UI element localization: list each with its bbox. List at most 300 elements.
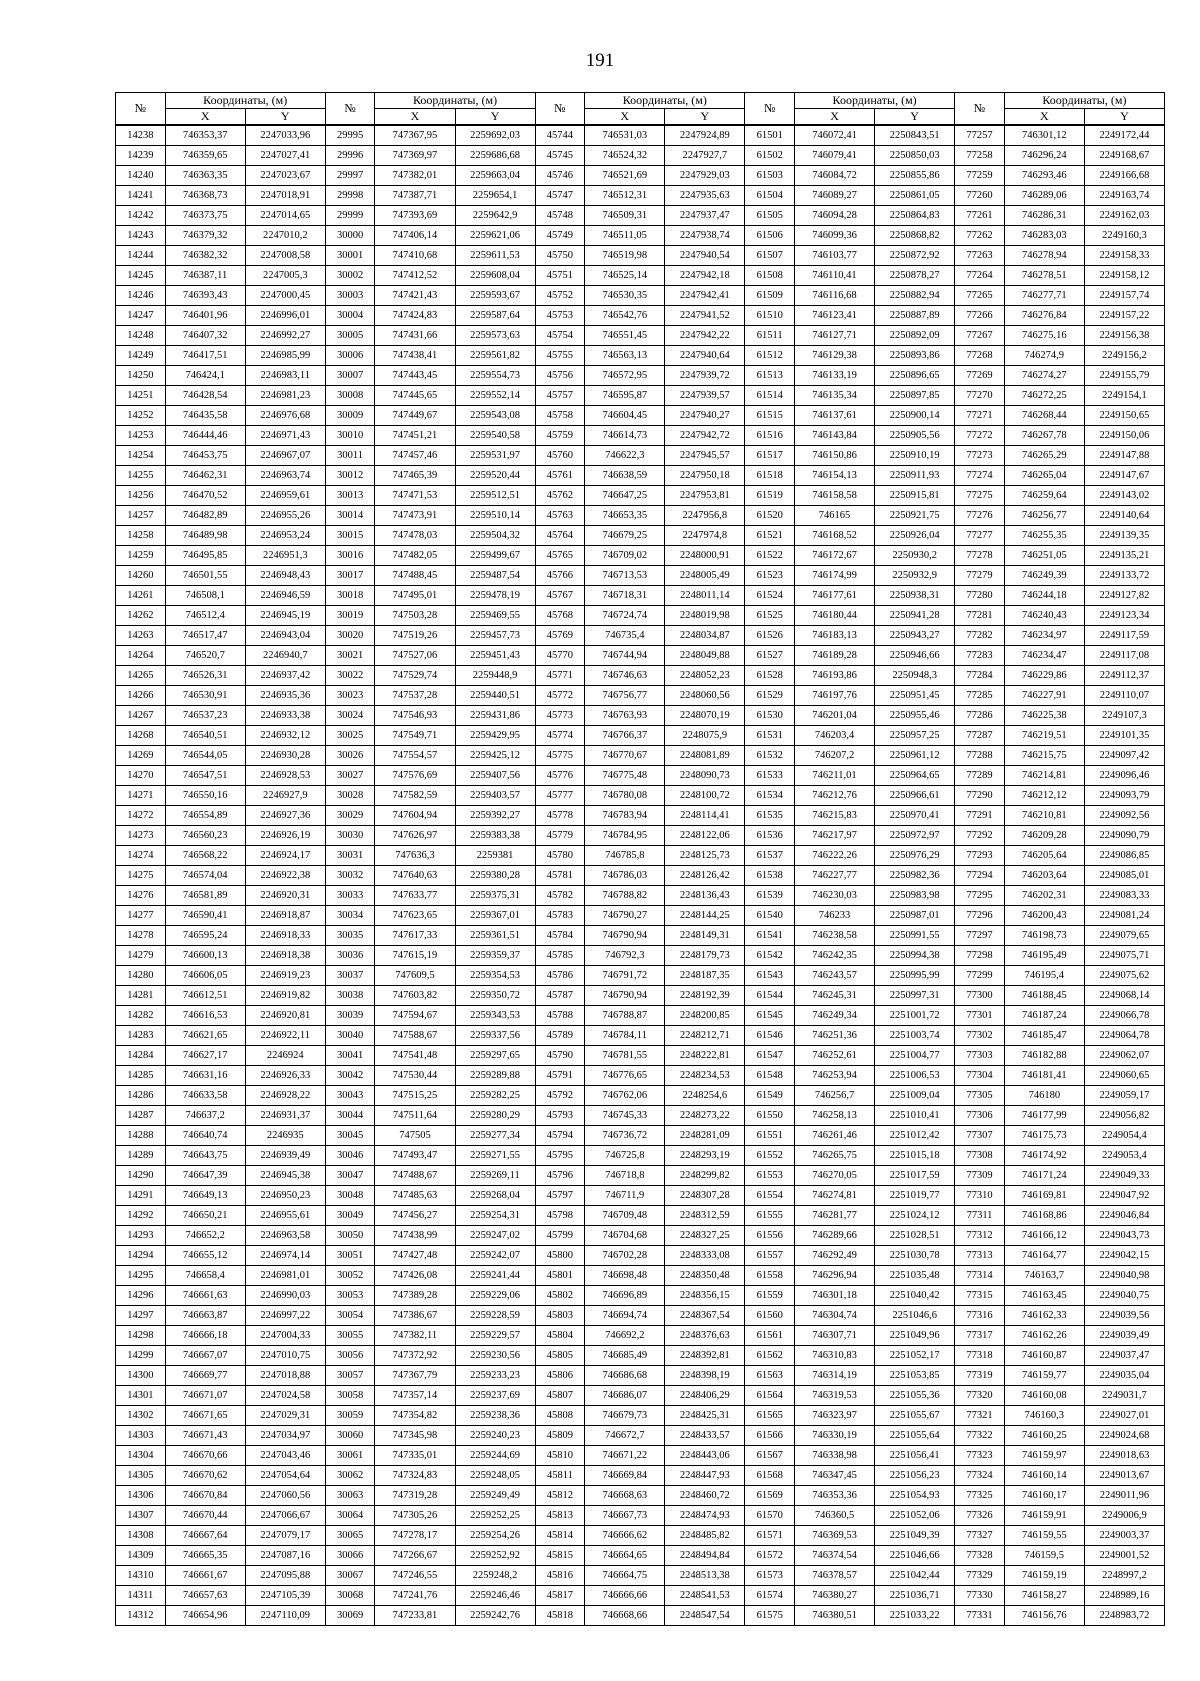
y-cell: 2251040,42 [875,1286,955,1306]
y-cell: 2250961,12 [875,746,955,766]
num-cell: 45785 [535,946,585,966]
num-cell: 14280 [116,966,166,986]
x-cell: 746544,05 [165,746,245,766]
x-cell: 746785,8 [585,846,665,866]
x-cell: 746238,58 [795,926,875,946]
y-cell: 2259451,43 [455,646,535,666]
y-cell: 2250915,81 [875,486,955,506]
num-cell: 77282 [955,626,1005,646]
num-cell: 77271 [955,406,1005,426]
x-cell: 746512,4 [165,606,245,626]
num-cell: 30011 [325,446,375,466]
x-cell: 746453,75 [165,446,245,466]
num-cell: 30025 [325,726,375,746]
num-cell: 61503 [745,166,795,186]
num-cell: 77283 [955,646,1005,666]
x-cell: 747443,45 [375,366,455,386]
y-cell: 2249150,65 [1084,406,1164,426]
num-cell: 14262 [116,606,166,626]
x-cell: 746424,1 [165,366,245,386]
x-cell: 746127,71 [795,326,875,346]
num-cell: 30026 [325,746,375,766]
table-row [116,1326,1165,1346]
y-cell: 2259240,23 [455,1426,535,1446]
x-cell: 746249,39 [1004,566,1084,586]
x-cell: 746160,87 [1004,1346,1084,1366]
x-cell: 746574,04 [165,866,245,886]
x-cell: 746338,98 [795,1446,875,1466]
table-row [116,1566,1165,1586]
y-cell: 2251028,51 [875,1226,955,1246]
num-cell: 30055 [325,1326,375,1346]
y-cell: 2249155,79 [1084,366,1164,386]
y-cell: 2250850,03 [875,146,955,166]
table-row [116,1386,1165,1406]
x-cell: 746252,61 [795,1046,875,1066]
num-cell: 14260 [116,566,166,586]
x-cell: 746160,08 [1004,1386,1084,1406]
x-cell: 746160,14 [1004,1466,1084,1486]
y-cell: 2249139,35 [1084,526,1164,546]
y-cell: 2259552,14 [455,386,535,406]
num-cell: 30063 [325,1486,375,1506]
y-cell: 2259254,26 [455,1526,535,1546]
num-cell: 30009 [325,406,375,426]
x-cell: 746205,64 [1004,846,1084,866]
y-cell: 2259520,44 [455,466,535,486]
num-cell: 14281 [116,986,166,1006]
y-cell: 2251036,71 [875,1586,955,1606]
num-cell: 14241 [116,186,166,206]
num-cell: 61506 [745,226,795,246]
y-cell: 2246997,22 [245,1306,325,1326]
x-cell: 747354,82 [375,1406,455,1426]
y-cell: 2248281,09 [665,1126,745,1146]
y-cell: 2259429,95 [455,726,535,746]
num-cell: 14303 [116,1426,166,1446]
x-cell: 746234,47 [1004,646,1084,666]
x-cell: 746520,7 [165,646,245,666]
num-cell: 61525 [745,606,795,626]
y-cell: 2246918,87 [245,906,325,926]
x-cell: 746526,31 [165,666,245,686]
y-cell: 2259271,55 [455,1146,535,1166]
x-cell: 746702,28 [585,1246,665,1266]
num-cell: 30021 [325,646,375,666]
num-cell: 77293 [955,846,1005,866]
num-cell: 30004 [325,306,375,326]
x-cell: 747372,92 [375,1346,455,1366]
y-cell: 2259248,05 [455,1466,535,1486]
y-cell: 2259611,53 [455,246,535,266]
y-cell: 2248425,31 [665,1406,745,1426]
x-cell: 746164,77 [1004,1246,1084,1266]
y-cell: 2259512,51 [455,486,535,506]
y-cell: 2248406,29 [665,1386,745,1406]
y-cell: 2259554,73 [455,366,535,386]
x-cell: 746670,66 [165,1446,245,1466]
y-cell: 2249166,68 [1084,166,1164,186]
table-row [116,1146,1165,1166]
x-cell: 746666,62 [585,1526,665,1546]
table-row [116,406,1165,426]
num-cell: 77320 [955,1386,1005,1406]
x-cell: 746606,05 [165,966,245,986]
num-cell: 14292 [116,1206,166,1226]
x-cell: 746378,57 [795,1566,875,1586]
num-cell: 14283 [116,1026,166,1046]
x-cell: 746193,86 [795,666,875,686]
num-cell: 30034 [325,906,375,926]
x-header: X [1004,109,1084,126]
y-cell: 2249110,07 [1084,686,1164,706]
y-cell: 2251055,67 [875,1406,955,1426]
y-cell: 2246918,33 [245,926,325,946]
y-cell: 2251049,39 [875,1526,955,1546]
y-cell: 2247004,33 [245,1326,325,1346]
x-cell: 746671,07 [165,1386,245,1406]
table-row [116,266,1165,286]
y-cell: 2248307,28 [665,1186,745,1206]
num-cell: 77288 [955,746,1005,766]
y-cell: 2248000,91 [665,546,745,566]
num-cell: 30037 [325,966,375,986]
num-cell: 61504 [745,186,795,206]
y-cell: 2246927,9 [245,786,325,806]
num-cell: 61529 [745,686,795,706]
num-cell: 30013 [325,486,375,506]
x-cell: 747623,65 [375,906,455,926]
x-cell: 746530,91 [165,686,245,706]
x-cell: 746657,63 [165,1586,245,1606]
num-cell: 77259 [955,166,1005,186]
x-cell: 746219,51 [1004,726,1084,746]
num-cell: 61560 [745,1306,795,1326]
y-cell: 2248474,93 [665,1506,745,1526]
x-cell: 746482,89 [165,506,245,526]
y-cell: 2246930,28 [245,746,325,766]
x-cell: 746369,53 [795,1526,875,1546]
x-cell: 746671,65 [165,1406,245,1426]
y-cell: 2248541,53 [665,1586,745,1606]
y-cell: 2247924,89 [665,125,745,146]
x-cell: 746129,38 [795,346,875,366]
y-cell: 2249006,9 [1084,1506,1164,1526]
num-cell: 61558 [745,1266,795,1286]
x-cell: 746698,48 [585,1266,665,1286]
x-cell: 746265,75 [795,1146,875,1166]
x-cell: 747478,03 [375,526,455,546]
num-cell: 14289 [116,1146,166,1166]
y-cell: 2247935,63 [665,186,745,206]
x-cell: 746353,36 [795,1486,875,1506]
x-cell: 746647,39 [165,1166,245,1186]
x-cell: 746612,51 [165,986,245,1006]
y-cell: 2259241,44 [455,1266,535,1286]
table-row [116,666,1165,686]
num-cell: 30039 [325,1006,375,1026]
x-cell: 746214,81 [1004,766,1084,786]
y-cell: 2250987,01 [875,906,955,926]
num-cell: 30020 [325,626,375,646]
x-cell: 746666,66 [585,1586,665,1606]
num-cell: 61548 [745,1066,795,1086]
x-cell: 746640,74 [165,1126,245,1146]
y-cell: 2251001,72 [875,1006,955,1026]
y-cell: 2259540,58 [455,426,535,446]
y-cell: 2250897,85 [875,386,955,406]
x-cell: 747503,28 [375,606,455,626]
y-cell: 2250983,98 [875,886,955,906]
y-cell: 2248114,41 [665,806,745,826]
y-cell: 2250843,51 [875,125,955,146]
x-cell: 747541,48 [375,1046,455,1066]
y-cell: 2250943,27 [875,626,955,646]
y-cell: 2250932,9 [875,566,955,586]
x-cell: 746169,81 [1004,1186,1084,1206]
num-cell: 45805 [535,1346,585,1366]
y-cell: 2249075,62 [1084,966,1164,986]
y-cell: 2248392,81 [665,1346,745,1366]
table-row [116,626,1165,646]
y-cell: 2248136,43 [665,886,745,906]
num-cell: 77307 [955,1126,1005,1146]
num-cell: 30054 [325,1306,375,1326]
y-cell: 2247010,75 [245,1346,325,1366]
x-cell: 746265,29 [1004,446,1084,466]
num-cell: 45766 [535,566,585,586]
num-cell: 45774 [535,726,585,746]
num-header: № [325,93,375,126]
y-cell: 2250882,94 [875,286,955,306]
x-cell: 746267,78 [1004,426,1084,446]
y-cell: 2249117,08 [1084,646,1164,666]
y-cell: 2246981,01 [245,1266,325,1286]
table-row [116,326,1165,346]
x-cell: 746508,1 [165,586,245,606]
y-cell: 2249062,07 [1084,1046,1164,1066]
x-cell: 746212,76 [795,786,875,806]
x-cell: 746198,73 [1004,926,1084,946]
num-cell: 30006 [325,346,375,366]
table-row [116,1046,1165,1066]
y-cell: 2249013,67 [1084,1466,1164,1486]
x-cell: 746261,46 [795,1126,875,1146]
num-cell: 77323 [955,1446,1005,1466]
num-cell: 14258 [116,526,166,546]
x-cell: 746160,17 [1004,1486,1084,1506]
y-cell: 2251009,04 [875,1086,955,1106]
y-cell: 2246935 [245,1126,325,1146]
x-cell: 746215,75 [1004,746,1084,766]
y-cell: 2259457,73 [455,626,535,646]
x-cell: 747603,82 [375,986,455,1006]
y-cell: 2259642,9 [455,206,535,226]
num-cell: 45756 [535,366,585,386]
num-cell: 61531 [745,726,795,746]
y-cell: 2247945,57 [665,446,745,466]
num-cell: 45816 [535,1566,585,1586]
x-cell: 746222,26 [795,846,875,866]
num-cell: 77274 [955,466,1005,486]
x-cell: 746304,74 [795,1306,875,1326]
x-cell: 746243,57 [795,966,875,986]
y-cell: 2259254,31 [455,1206,535,1226]
y-cell: 2251054,93 [875,1486,955,1506]
x-cell: 746444,46 [165,426,245,446]
num-cell: 45813 [535,1506,585,1526]
num-cell: 14306 [116,1486,166,1506]
num-cell: 45755 [535,346,585,366]
x-cell: 746686,07 [585,1386,665,1406]
y-cell: 2259431,86 [455,706,535,726]
x-cell: 747549,71 [375,726,455,746]
num-cell: 61569 [745,1486,795,1506]
num-cell: 45753 [535,306,585,326]
num-cell: 45746 [535,166,585,186]
y-cell: 2248983,72 [1084,1606,1164,1626]
y-cell: 2259252,25 [455,1506,535,1526]
num-cell: 77298 [955,946,1005,966]
y-cell: 2259237,69 [455,1386,535,1406]
x-cell: 747546,93 [375,706,455,726]
y-cell: 2248312,59 [665,1206,745,1226]
num-cell: 14271 [116,786,166,806]
num-cell: 45803 [535,1306,585,1326]
x-cell: 746540,51 [165,726,245,746]
x-cell: 746158,58 [795,486,875,506]
y-cell: 2249039,49 [1084,1326,1164,1346]
y-cell: 2250893,86 [875,346,955,366]
y-cell: 2259543,08 [455,406,535,426]
x-cell: 746168,52 [795,526,875,546]
num-cell: 77278 [955,546,1005,566]
x-cell: 747382,01 [375,166,455,186]
table-row [116,806,1165,826]
x-cell: 746275,16 [1004,326,1084,346]
y-cell: 2246983,11 [245,366,325,386]
x-cell: 746258,13 [795,1106,875,1126]
y-cell: 2249086,85 [1084,846,1164,866]
x-cell: 746185,47 [1004,1026,1084,1046]
num-cell: 30035 [325,926,375,946]
y-cell: 2259380,28 [455,866,535,886]
y-cell: 2249035,04 [1084,1366,1164,1386]
y-cell: 2248273,22 [665,1106,745,1126]
coordinates-header: Координаты, (м) [1004,93,1164,109]
x-cell: 746604,45 [585,406,665,426]
x-cell: 746374,54 [795,1546,875,1566]
y-cell: 2249147,67 [1084,466,1164,486]
x-cell: 746685,49 [585,1346,665,1366]
y-cell: 2248222,81 [665,1046,745,1066]
x-cell: 746669,77 [165,1366,245,1386]
x-cell: 746162,33 [1004,1306,1084,1326]
num-cell: 30010 [325,426,375,446]
num-cell: 45759 [535,426,585,446]
table-row [116,346,1165,366]
table-row [116,1446,1165,1466]
x-cell: 746387,11 [165,266,245,286]
x-cell: 746143,84 [795,426,875,446]
x-cell: 746551,45 [585,326,665,346]
table-body [116,125,1165,1626]
x-cell: 746627,17 [165,1046,245,1066]
num-cell: 45802 [535,1286,585,1306]
x-header: X [375,109,455,126]
x-cell: 746711,9 [585,1186,665,1206]
x-cell: 747369,97 [375,146,455,166]
y-cell: 2246967,07 [245,446,325,466]
num-cell: 77329 [955,1566,1005,1586]
table-row [116,1066,1165,1086]
num-cell: 45764 [535,526,585,546]
num-cell: 45777 [535,786,585,806]
num-cell: 45757 [535,386,585,406]
x-cell: 746664,65 [585,1546,665,1566]
num-cell: 61539 [745,886,795,906]
x-cell: 746664,75 [585,1566,665,1586]
y-cell: 2259499,67 [455,546,535,566]
y-cell: 2250976,29 [875,846,955,866]
x-cell: 747357,14 [375,1386,455,1406]
x-cell: 746671,43 [165,1426,245,1446]
y-cell: 2249043,73 [1084,1226,1164,1246]
num-cell: 14249 [116,346,166,366]
num-cell: 45792 [535,1086,585,1106]
x-cell: 746272,25 [1004,386,1084,406]
y-cell: 2246945,38 [245,1166,325,1186]
y-cell: 2249064,78 [1084,1026,1164,1046]
x-cell: 746725,8 [585,1146,665,1166]
x-cell: 746762,06 [585,1086,665,1106]
table-row [116,1306,1165,1326]
y-cell: 2250910,19 [875,446,955,466]
num-cell: 45789 [535,1026,585,1046]
x-cell: 747438,41 [375,346,455,366]
num-header: № [116,93,166,126]
table-row [116,1466,1165,1486]
y-cell: 2248547,54 [665,1606,745,1626]
table-row [116,1126,1165,1146]
y-cell: 2259587,64 [455,306,535,326]
table-row [116,1586,1165,1606]
num-cell: 61575 [745,1606,795,1626]
y-cell: 2250861,05 [875,186,955,206]
y-cell: 2247033,96 [245,125,325,146]
x-cell: 746470,52 [165,486,245,506]
y-cell: 2248011,14 [665,586,745,606]
num-cell: 61508 [745,266,795,286]
num-cell: 14312 [116,1606,166,1626]
x-cell: 747615,19 [375,946,455,966]
y-cell: 2247940,64 [665,346,745,366]
x-cell: 747241,76 [375,1586,455,1606]
y-cell: 2249018,63 [1084,1446,1164,1466]
x-cell: 746255,35 [1004,526,1084,546]
num-cell: 61545 [745,1006,795,1026]
num-cell: 61538 [745,866,795,886]
x-cell: 746788,87 [585,1006,665,1026]
y-cell: 2249060,65 [1084,1066,1164,1086]
x-cell: 746462,31 [165,466,245,486]
x-cell: 746103,77 [795,246,875,266]
x-cell: 746746,63 [585,666,665,686]
x-cell: 746631,16 [165,1066,245,1086]
y-cell: 2248052,23 [665,666,745,686]
y-cell: 2246927,36 [245,806,325,826]
num-cell: 30041 [325,1046,375,1066]
